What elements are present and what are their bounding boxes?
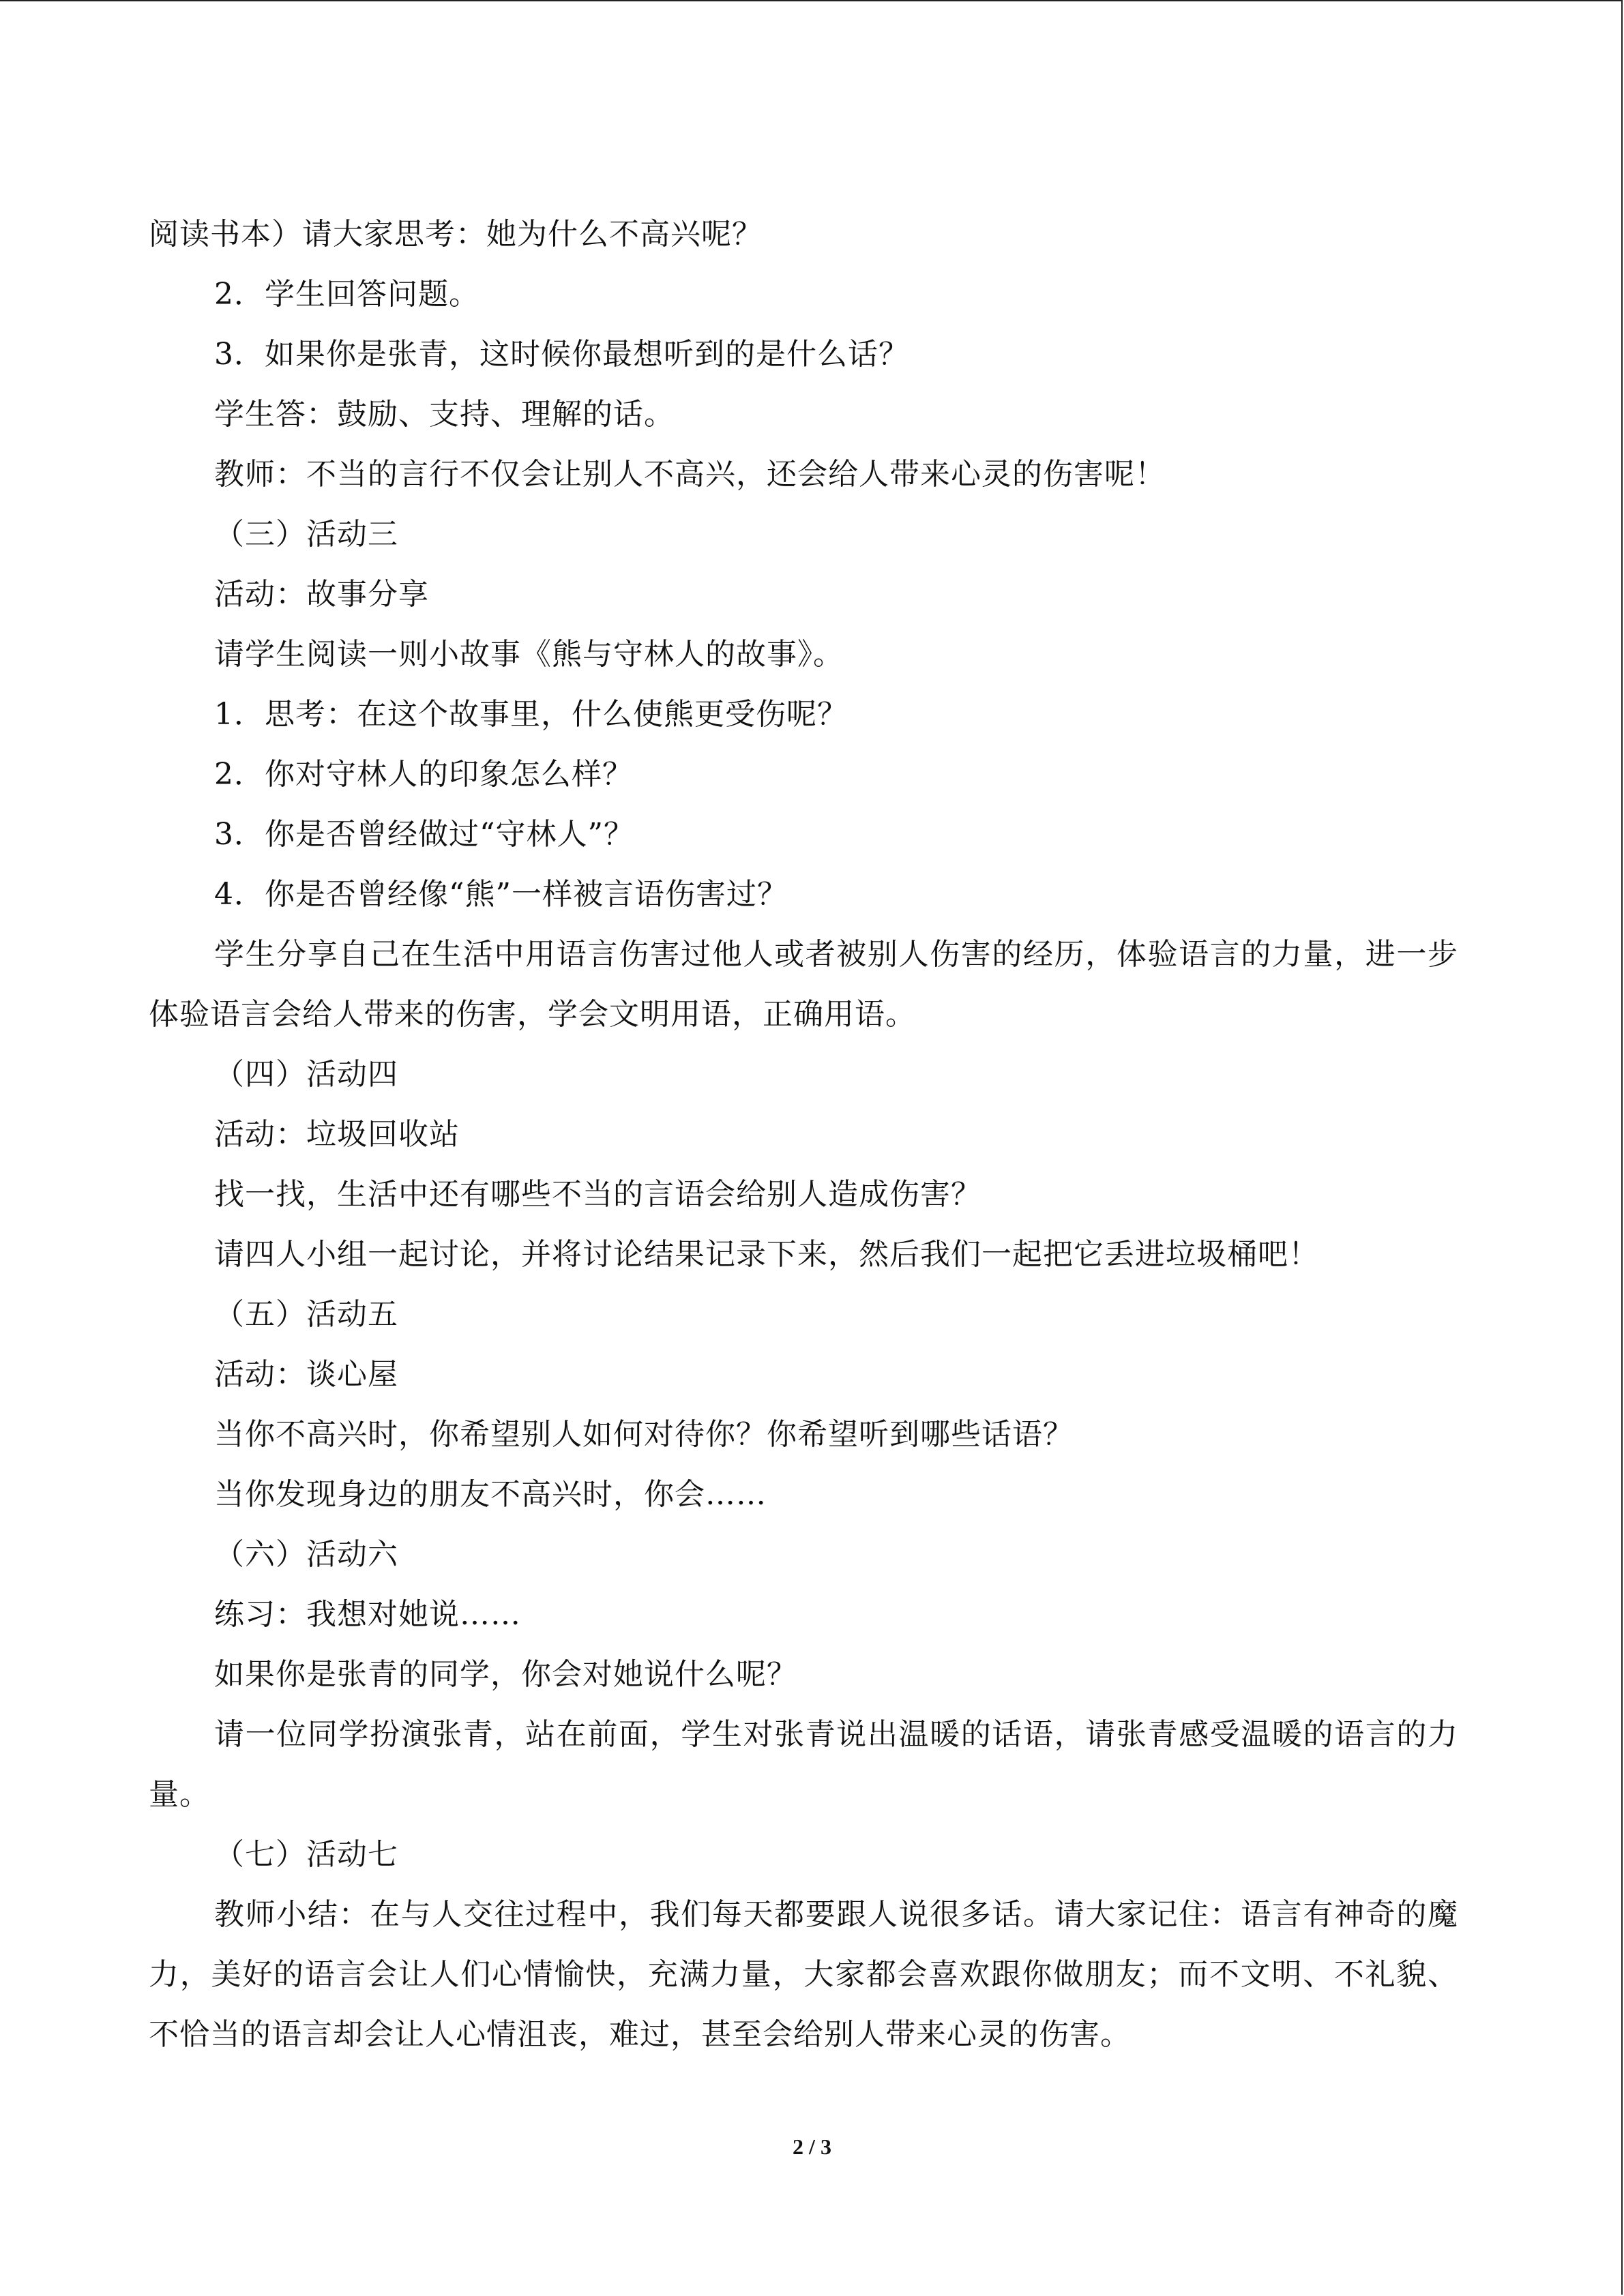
paragraph: 活动：垃圾回收站 [214, 1117, 460, 1152]
paragraph: 活动：谈心屋 [214, 1357, 398, 1392]
paragraph: 学生答：鼓励、支持、理解的话。 [214, 397, 675, 432]
paragraph: 请一位同学扮演张青，站在前面，学生对张青说出温暖的话语，请张青感受温暖的语言的力量。 [149, 1717, 1458, 1812]
section-heading: （五）活动五 [214, 1297, 398, 1332]
paragraph: 3．如果你是张青，这时候你最想听到的是什么话？ [214, 337, 909, 372]
paragraph: 2．学生回答问题。 [214, 277, 479, 312]
section-heading: （七）活动七 [214, 1837, 398, 1872]
paragraph: 阅读书本）请大家思考：她为什么不高兴呢？ [149, 217, 763, 252]
paragraph: 请学生阅读一则小故事《熊与守林人的故事》。 [214, 637, 844, 672]
paragraph: 当你不高兴时，你希望别人如何对待你？你希望听到哪些话语？ [214, 1417, 1074, 1452]
paragraph: 练习：我想对她说…… [214, 1597, 521, 1632]
paragraph: 找一找，生活中还有哪些不当的言语会给别人造成伤害？ [214, 1177, 981, 1212]
paragraph: 活动：故事分享 [214, 577, 429, 612]
paragraph: 3．你是否曾经做过“守林人”？ [214, 817, 634, 852]
paragraph: 教师：不当的言行不仅会让别人不高兴，还会给人带来心灵的伤害呢！ [214, 457, 1166, 492]
paragraph: 如果你是张青的同学，你会对她说什么呢？ [214, 1657, 797, 1692]
paragraph: 学生分享自己在生活中用语言伤害过他人或者被别人伤害的经历，体验语言的力量，进一步体验语言会给人带来的伤害，学会文明用语，正确用语。 [149, 937, 1458, 1032]
paragraph: 当你发现身边的朋友不高兴时，你会…… [214, 1477, 767, 1512]
page-number: 2 / 3 [793, 2134, 831, 2159]
paragraph: 2．你对守林人的印象怎么样？ [214, 757, 633, 792]
section-heading: （四）活动四 [214, 1057, 398, 1092]
document-body [149, 205, 1458, 2065]
paragraph: 1．思考：在这个故事里，什么使熊更受伤呢？ [214, 697, 848, 732]
paragraph: 教师小结：在与人交往过程中，我们每天都要跟人说很多话。请大家记住：语言有神奇的魔力，美好的语言会让人们心情愉快，充满力量，大家都会喜欢跟你做朋友；而不文明、不礼貌、不恰当的语言却会让人心情沮丧，难过，甚至会给别人带来心灵的伤害。 [149, 1897, 1458, 2052]
section-heading: （六）活动六 [214, 1537, 398, 1572]
paragraph: 4．你是否曾经像“熊”一样被言语伤害过？ [214, 877, 788, 912]
paragraph: 请四人小组一起讨论，并将讨论结果记录下来，然后我们一起把它丢进垃圾桶吧！ [214, 1237, 1319, 1272]
section-heading: （三）活动三 [214, 517, 398, 552]
